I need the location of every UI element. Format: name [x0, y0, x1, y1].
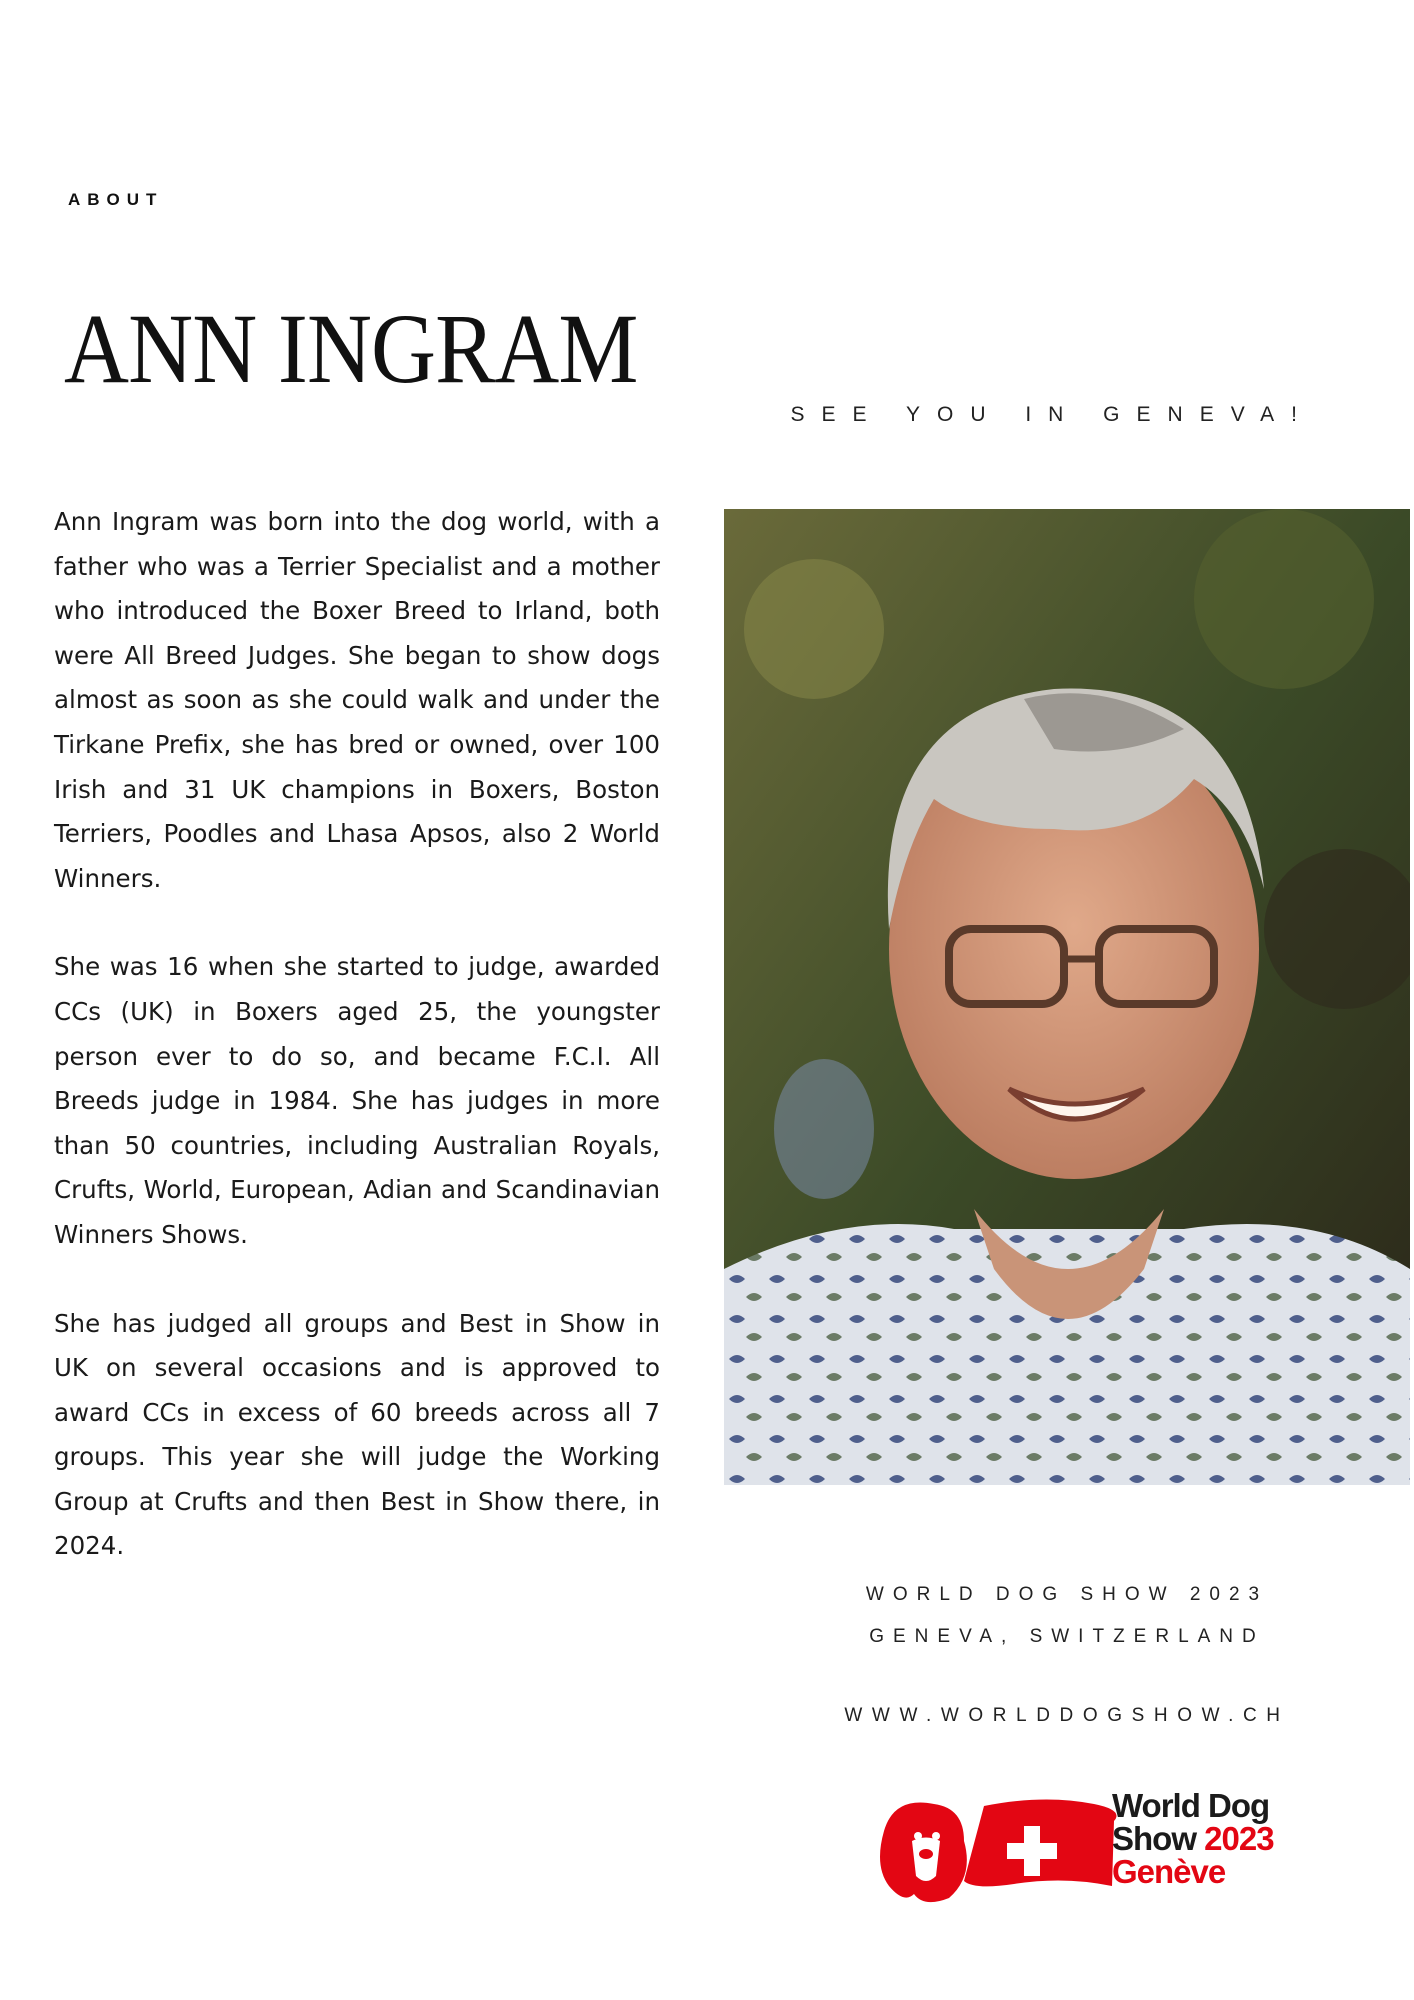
judge-name-title: ANN INGRAM	[64, 293, 638, 404]
event-name: WORLD DOG SHOW 2023	[865, 1584, 1269, 1605]
portrait-photo	[724, 509, 1410, 1485]
event-location: GENEVA, SWITZERLAND	[869, 1626, 1265, 1647]
portrait-illustration	[724, 509, 1410, 1485]
swiss-flag-icon	[964, 1799, 1117, 1886]
logo-line-2-prefix: Show	[1112, 1820, 1196, 1857]
bio-text	[54, 500, 660, 1613]
logo-year: 2023	[1204, 1820, 1274, 1857]
website-link[interactable]: WWW.WORLDDOGSHOW.CH	[844, 1705, 1290, 1726]
logo-line-1: World Dog	[1112, 1787, 1270, 1824]
logo-city: Genève	[1112, 1853, 1226, 1890]
section-eyebrow: ABOUT	[68, 190, 164, 209]
tagline: SEE YOU IN GENEVA!	[790, 403, 1314, 426]
bio-paragraph-2: She was 16 when she started to judge, awarded CCs (UK) in Boxers aged 25, the youngster person ever to do so, and became F.C.I. All Breeds judge in 1984. She has judges in more than 50 countries, including Australian Royals, Crufts, World, European, Adian and Scandinavian Winners Shows.	[54, 952, 660, 1249]
bio-paragraph-1: Ann Ingram was born into the dog world, with a father who was a Terrier Specialist and a mother who introduced the Boxer Breed to Irland, both were All Breed Judges. She began to show dogs almost as soon as she could walk and under the Tirkane Prefix, she has bred or owned, over 100 Irish and 31 UK champions in Boxers, Boston Terriers, Poodles and Lhasa Apsos, also 2 World Winners.	[54, 507, 660, 893]
bio-paragraph-3: She has judged all groups and Best in Show in UK on several occasions and is approved to award CCs in excess of 60 breeds across all 7 groups. This year she will judge the Working Group at Crufts and then Best in Show there, in 2024.	[54, 1308, 660, 1561]
logo-wordmark	[1112, 1789, 1274, 1888]
